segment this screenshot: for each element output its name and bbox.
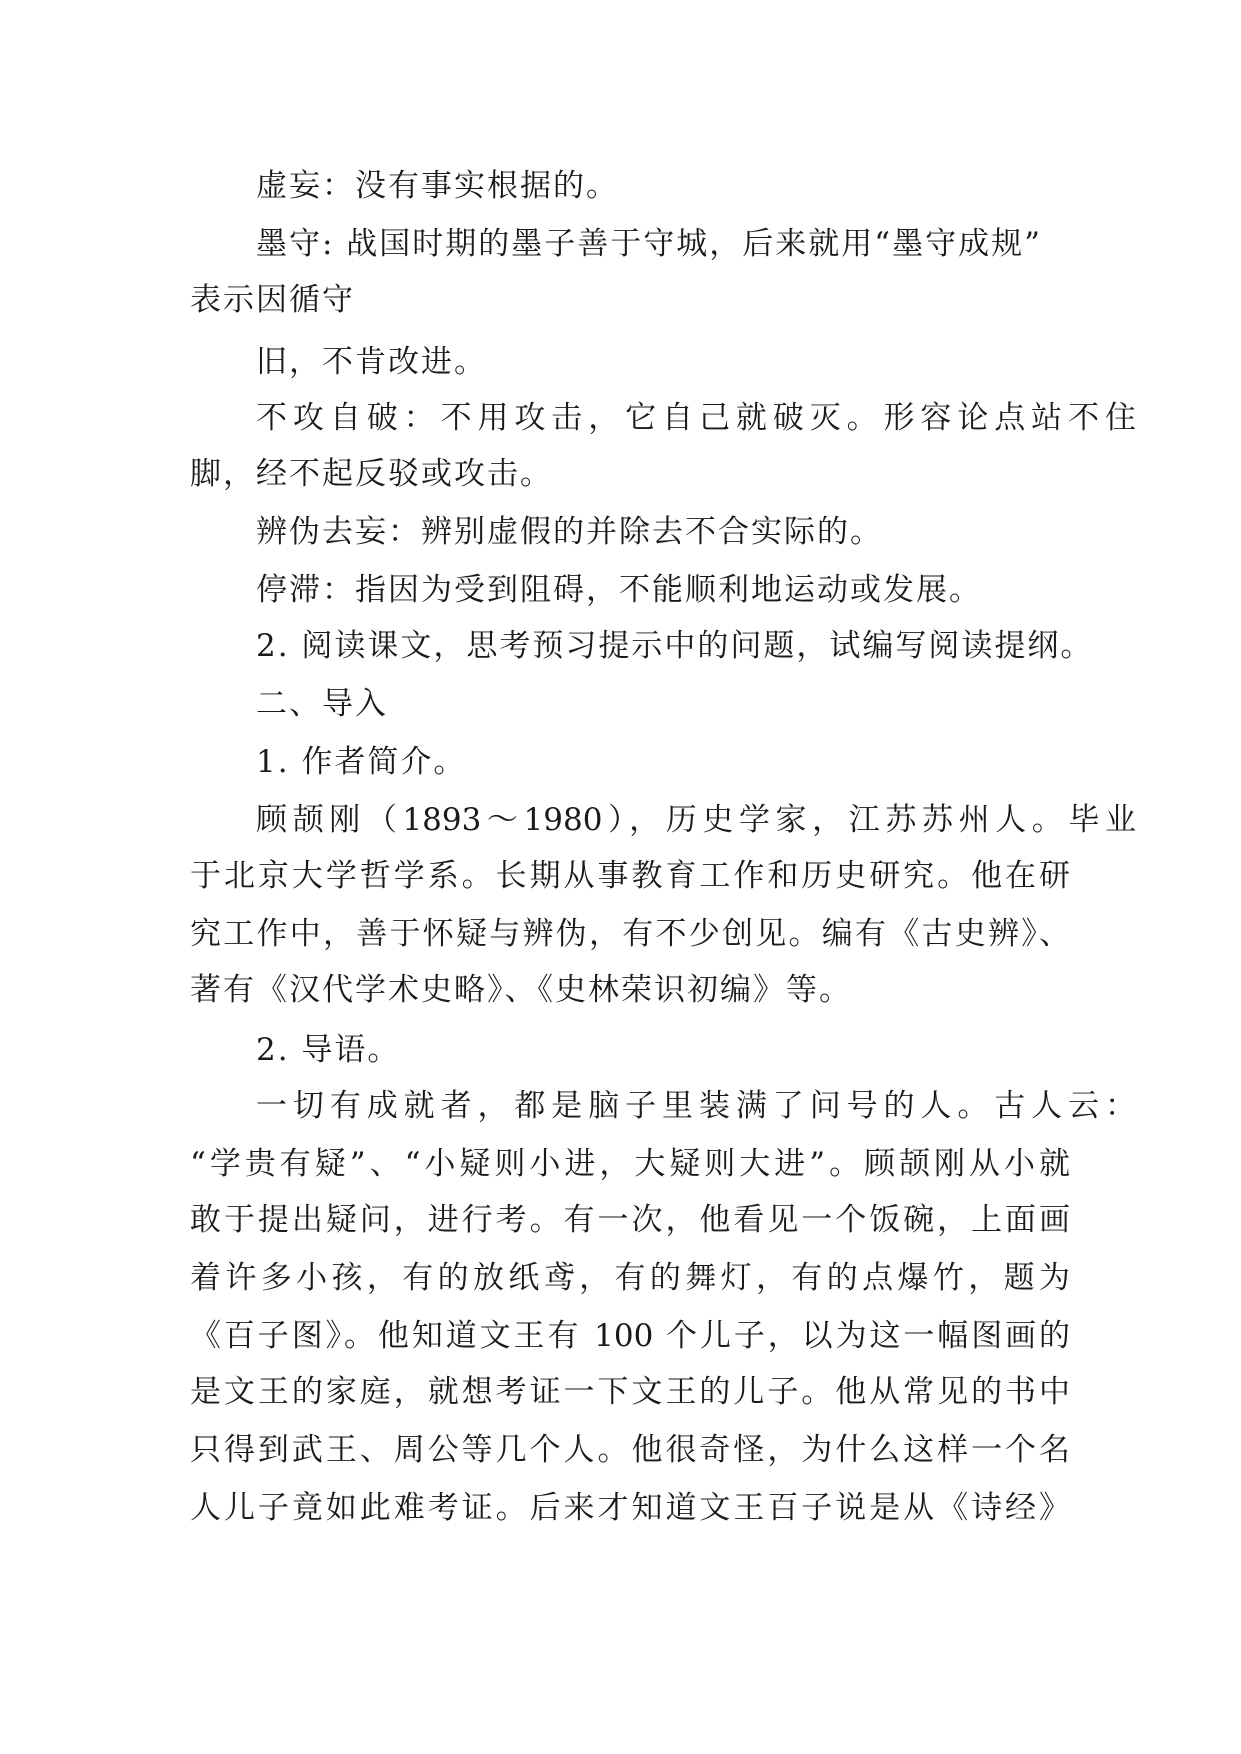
text-line: “学贵有疑”、“小疑则小进，大疑则大进”。顾颉刚从小就 (190, 1146, 1070, 1182)
text-line: 是文王的家庭，就想考证一下文王的儿子。他从常见的书中 (190, 1374, 1070, 1410)
text-line: 《百子图》。他知道文王有 100 个儿子，以为这一幅图画的 (190, 1318, 1070, 1354)
text-line: 著有《汉代学术史略》、《史林荣识初编》等。 (190, 972, 852, 1008)
text-line: 只得到武王、周公等几个人。他很奇怪，为什么这样一个名 (190, 1432, 1070, 1468)
text-line: 辨伪去妄：辨别虚假的并除去不合实际的。 (256, 514, 883, 550)
text-line: 表示因循守 (190, 282, 355, 318)
text-line: 旧，不肯改进。 (256, 344, 487, 380)
text-line: 究工作中，善于怀疑与辨伪，有不少创见。编有《古史辨》、 (190, 916, 1070, 952)
section-heading: 二、导入 (256, 686, 388, 722)
text-line: 虚妄：没有事实根据的。 (256, 168, 619, 204)
text-line: 敢于提出疑问，进行考。有一次，他看见一个饭碗，上面画 (190, 1202, 1070, 1238)
text-line: 不攻自破：不用攻击，它自己就破灭。形容论点站不住 (256, 400, 1136, 436)
text-line: 2. 阅读课文，思考预习提示中的问题，试编写阅读提纲。 (256, 628, 1094, 664)
text-line: 人儿子竟如此难考证。后来才知道文王百子说是从《诗经》 (190, 1490, 1070, 1526)
text-line: 顾颉刚（1893～1980），历史学家，江苏苏州人。毕业 (256, 802, 1136, 838)
text-line: 于北京大学哲学系。长期从事教育工作和历史研究。他在研 (190, 858, 1070, 894)
text-line: 一切有成就者，都是脑子里装满了问号的人。古人云： (256, 1088, 1136, 1124)
subsection-heading: 1. 作者简介。 (256, 744, 467, 780)
text-line: 停滞：指因为受到阻碍，不能顺利地运动或发展。 (256, 572, 982, 608)
text-line: 脚，经不起反驳或攻击。 (190, 456, 553, 492)
text-line: 墨守: 战国时期的墨子善于守城，后来就用“墨守成规” (256, 226, 1042, 262)
text-line: 着许多小孩，有的放纸鸢，有的舞灯，有的点爆竹，题为 (190, 1260, 1070, 1296)
subsection-heading: 2. 导语。 (256, 1032, 401, 1068)
